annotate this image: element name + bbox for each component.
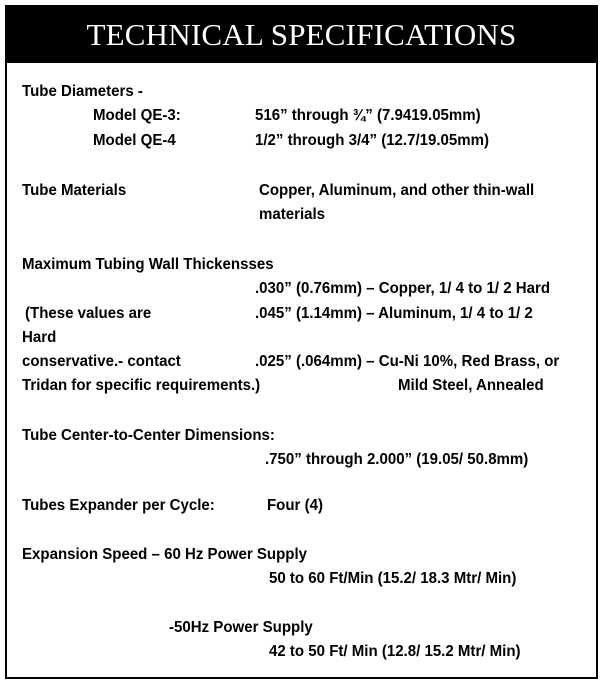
wall-thickness-cuni: .025” (.064mm) – Cu-Ni 10%, Red Brass, or xyxy=(255,353,560,370)
expansion-speed-50hz-value: 42 to 50 Ft/ Min (12.8/ 15.2 Mtr/ Min) xyxy=(269,643,521,660)
tubes-per-cycle-value: Four (4) xyxy=(267,497,323,514)
wall-thickness-aluminum: .045” (1.14mm) – Aluminum, 1/ 4 to 1/ 2 xyxy=(255,305,533,322)
center-dimensions-heading: Tube Center-to-Center Dimensions: xyxy=(22,427,275,444)
wall-thickness-note-line1: (These values are xyxy=(25,305,152,322)
model-qe3-value: 516” through ¾” (7.9419.05mm) xyxy=(255,107,481,124)
wall-thickness-copper: .030” (0.76mm) – Copper, 1/ 4 to 1/ 2 Hard xyxy=(255,280,551,297)
tube-diameters-heading: Tube Diameters - xyxy=(22,83,143,100)
tube-materials-value-line1: Copper, Aluminum, and other thin-wall xyxy=(259,182,535,199)
model-qe3-label: Model QE-3: xyxy=(93,107,181,124)
wall-thickness-note-line3: conservative.- contact xyxy=(22,353,181,370)
specifications-sheet xyxy=(5,5,598,679)
wall-thickness-note-line4: Tridan for specific requirements.) xyxy=(22,377,261,394)
wall-thickness-note-line2: Hard xyxy=(22,329,57,346)
wall-thickness-cuni-cont: Mild Steel, Annealed xyxy=(398,377,544,394)
expansion-speed-50hz-label: -50Hz Power Supply xyxy=(169,619,313,636)
expansion-speed-heading: Expansion Speed – 60 Hz Power Supply xyxy=(22,546,308,563)
tubes-per-cycle-label: Tubes Expander per Cycle: xyxy=(22,497,215,514)
model-qe4-value: 1/2” through 3/4” (12.7/19.05mm) xyxy=(255,132,490,149)
tube-materials-value-line2: materials xyxy=(259,206,326,223)
tube-materials-label: Tube Materials xyxy=(22,182,127,199)
expansion-speed-60hz-value: 50 to 60 Ft/Min (15.2/ 18.3 Mtr/ Min) xyxy=(269,570,517,587)
model-qe4-label: Model QE-4 xyxy=(93,132,176,149)
wall-thickness-heading: Maximum Tubing Wall Thickensses xyxy=(22,256,274,273)
page-title: TECHNICAL SPECIFICATIONS xyxy=(7,7,596,63)
center-dimensions-value: .750” through 2.000” (19.05/ 50.8mm) xyxy=(265,451,529,468)
